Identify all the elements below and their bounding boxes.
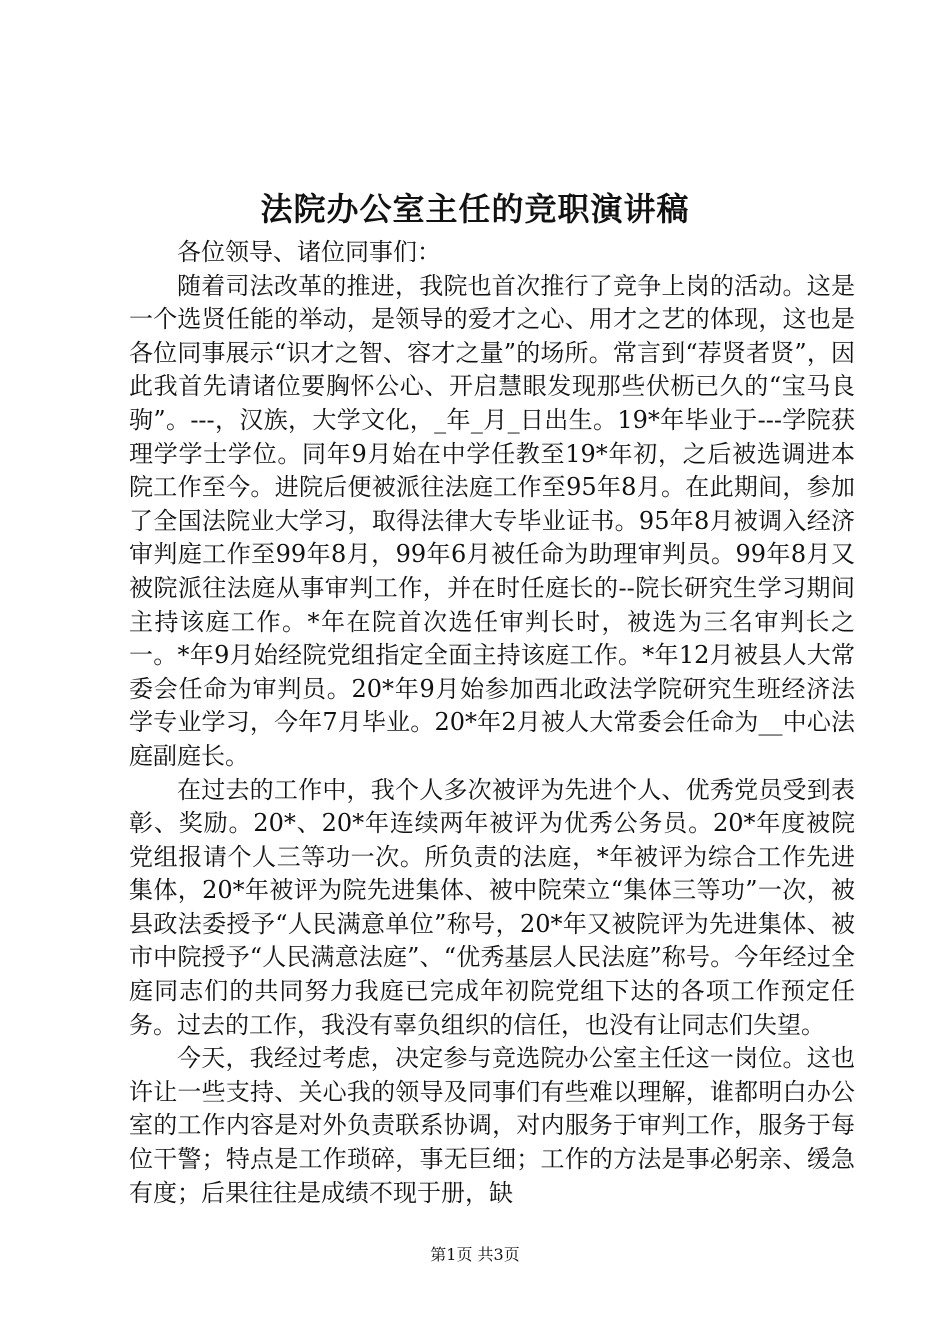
document-title: 法院办公室主任的竞职演讲稿 xyxy=(260,190,690,228)
paragraph-1: 随着司法改革的推进，我院也首次推行了竞争上岗的活动。这是一个选贤任能的举动，是领导的爱才之心、用才之艺的体现，这也是各位同事展示“识才之智、容才之量”的场所。常言到“荐贤者贤”，因此我首先请诸位要胸怀公心、开启慧眼发现那些伏枥已久的“宝马良驹”。---，汉族，大学文化，_年_月_日出生。19*年毕业于---学院获理学学士学位。同年9月始在中学任教至19*年初，之后被选调进本院工作至今。进院后便被派往法庭工作至95年8月。在此期间，参加了全国法院业大学习，取得法律大专毕业证书。95年8月被调入经济审判庭工作至99年8月，99年6月被任命为助理审判员。99年8月又被院派往法庭从事审判工作，并在时任庭长的--院长研究生学习期间主持该庭工作。*年在院首次选任审判长时，被选为三名审判长之一。*年9月始经院党组指定全面主持该庭工作。*年12月被县人大常委会任命为审判员。20*年9月始参加西北政法学院研究生班经济法学专业学习，今年7月毕业。20*年2月被人大常委会任命为__中心法庭副庭长。 xyxy=(129,271,855,770)
salutation: 各位领导、诸位同事们： xyxy=(177,238,441,266)
document-body xyxy=(129,236,855,1210)
page-number-footer: 第1页 共3页 xyxy=(430,1245,520,1264)
paragraph-2: 在过去的工作中，我个人多次被评为先进个人、优秀党员受到表彰、奖励。20*、20*年连续两年被评为优秀公务员。20*年度被院党组报请个人三等功一次。所负责的法庭，*年被评为综合工作先进集体，20*年被评为院先进集体、被中院荣立“集体三等功”一次，被县政法委授予“人民满意单位”称号，20*年又被院评为先进集体、被市中院授予“人民满意法庭”、“优秀基层人民法庭”称号。今年经过全庭同志们的共同努力我庭已完成年初院党组下达的各项工作预定任务。过去的工作，我没有辜负组织的信任，也没有让同志们失望。 xyxy=(129,775,855,1039)
paragraph-3: 今天，我经过考虑，决定参与竞选院办公室主任这一岗位。这也许让一些支持、关心我的领导及同事们有些难以理解，谁都明白办公室的工作内容是对外负责联系协调，对内服务于审判工作，服务于每位干警；特点是工作琐碎，事无巨细；工作的方法是事必躬亲、缓急有度；后果往往是成绩不现于册，缺 xyxy=(129,1044,855,1207)
